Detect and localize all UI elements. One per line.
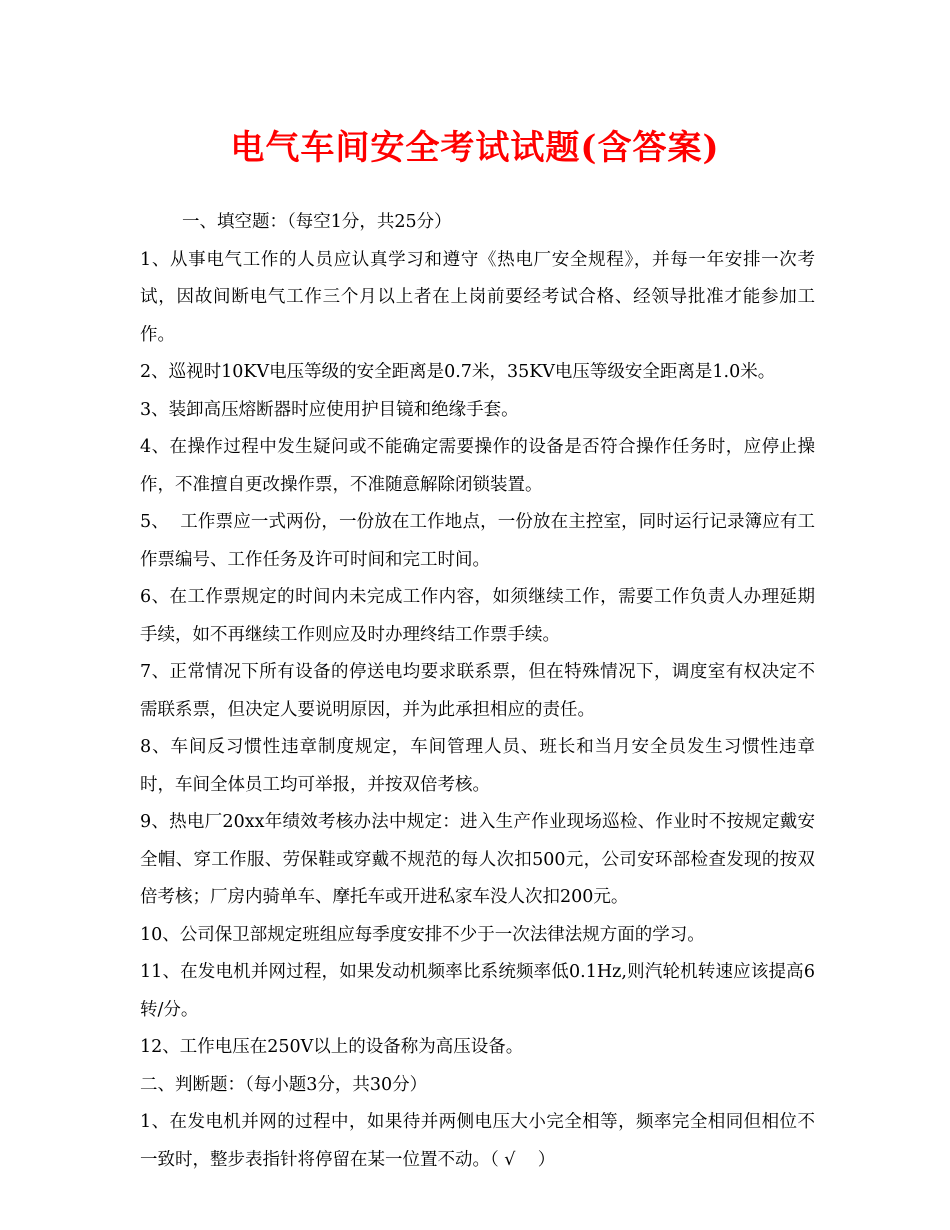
document-title: 电气车间安全考试试题(含答案) [230,128,720,168]
question-item: 1、从事电气工作的人员应认真学习和遵守《热电厂安全规程》，并每一年安排一次考试，因故间断电气工作三个月以上者在上岗前要经考试合格、经领导批准才能参加工作。 [140,249,815,345]
question-item: 3、装卸高压熔断器时应使用护目镜和绝缘手套。 [140,399,519,420]
question-item: 5、 工作票应一式两份，一份放在工作地点，一份放在主控室，同时运行记录簿应有工作票编号、工作任务及许可时间和完工时间。 [140,512,815,570]
question-item: 6、在工作票规定的时间内未完成工作内容，如须继续工作，需要工作负责人办理延期手续，如不再继续工作则应及时办理终结工作票手续。 [140,587,815,645]
document-body [140,204,815,1179]
question-item: 8、车间反习惯性违章制度规定，车间管理人员、班长和当月安全员发生习惯性违章时，车间全体员工均可举报，并按双倍考核。 [140,737,815,795]
section-heading: 二、判断题：（每小题3分，共30分） [140,1074,428,1095]
question-item: 9、热电厂20xx年绩效考核办法中规定：进入生产作业现场巡检、作业时不按规定戴安全帽、穿工作服、劳保鞋或穿戴不规范的每人次扣500元，公司安环部检查发现的按双倍考核；厂房内骑单车、摩托车或开进私家车没人次扣200元。 [140,812,815,907]
question-item: 12、工作电压在250V以上的设备称为高压设备。 [140,1037,524,1057]
question-item: 4、在操作过程中发生疑问或不能确定需要操作的设备是否符合操作任务时，应停止操作，不准擅自更改操作票，不准随意解除闭锁装置。 [140,437,815,495]
question-item: 11、在发电机并网过程，如果发动机频率比系统频率低0.1Hz,则汽轮机转速应该提高6转/分。 [140,962,815,1020]
question-item: 1、在发电机并网的过程中，如果待并两侧电压大小完全相等，频率完全相同但相位不一致时，整步表指针将停留在某一位置不动。（ √ ） [140,1112,815,1170]
question-item: 2、巡视时10KV电压等级的安全距离是0.7米，35KV电压等级安全距离是1.0米。 [140,362,776,382]
question-item: 10、公司保卫部规定班组应每季度安排不少于一次法律法规方面的学习。 [140,924,705,945]
question-item: 7、正常情况下所有设备的停送电均要求联系票，但在特殊情况下，调度室有权决定不需联系票，但决定人要说明原因，并为此承担相应的责任。 [140,662,815,720]
section-heading: 一、填空题：（每空1分，共25分） [182,212,452,232]
